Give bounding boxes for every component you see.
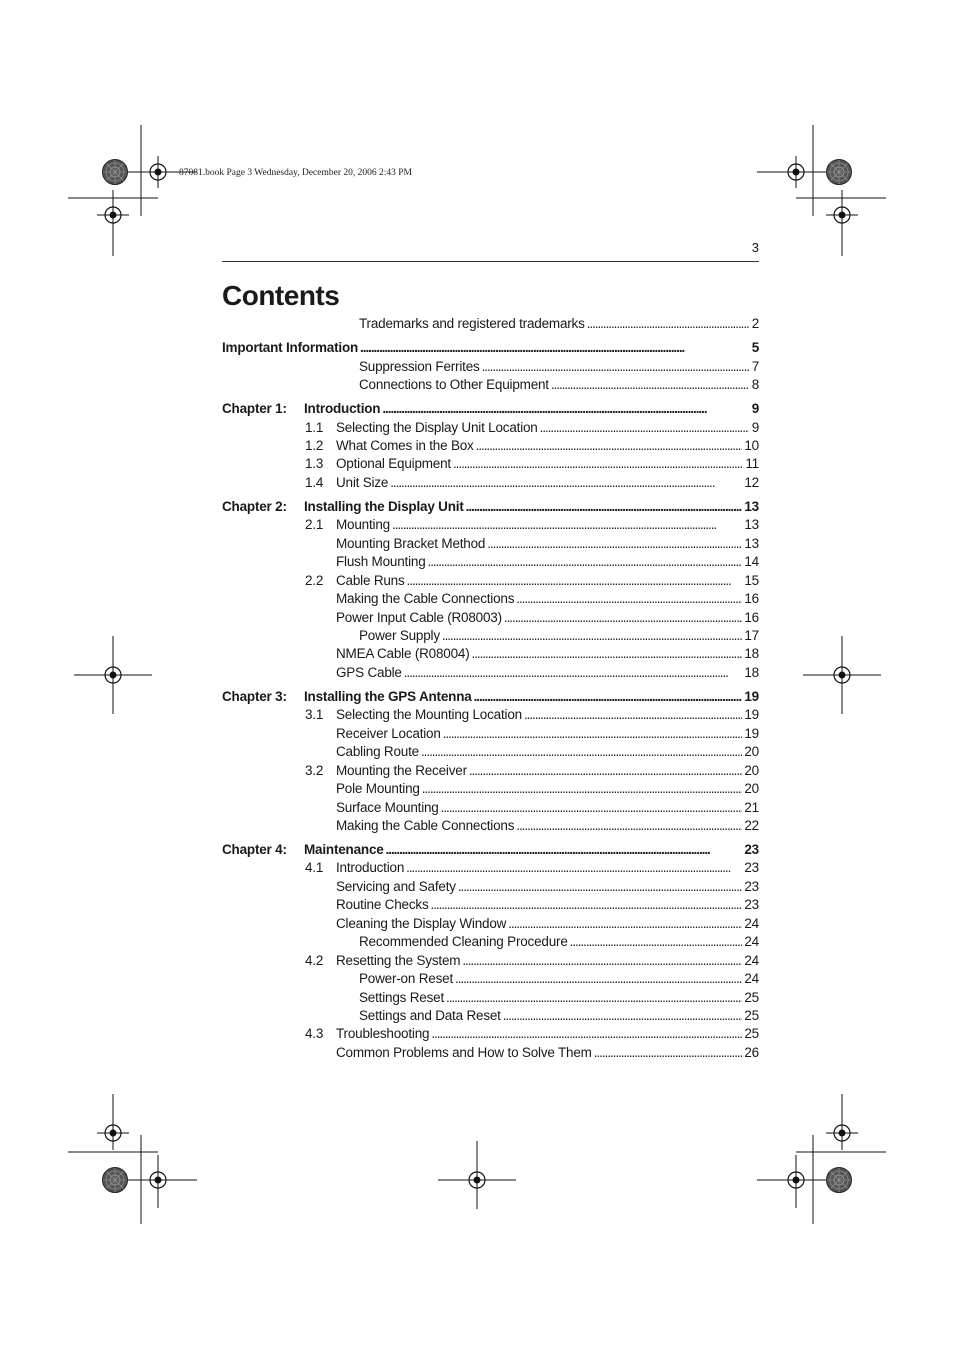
toc-chapter-entry[interactable]	[222, 841, 759, 859]
toc-entry-page: 22	[744, 818, 759, 833]
toc-entry-title: Common Problems and How to Solve Them	[336, 1045, 592, 1060]
toc-entry-title: Introduction	[336, 860, 405, 875]
toc-leader	[462, 952, 742, 970]
toc-leader	[386, 841, 743, 859]
toc-leader	[482, 358, 749, 376]
toc-entry-title: Mounting	[336, 517, 390, 532]
toc-section-entry[interactable]	[222, 339, 759, 357]
toc-entry-title: Mounting the Receiver	[336, 763, 467, 778]
toc-leader	[443, 725, 743, 743]
toc-entry-page: 24	[744, 916, 759, 931]
toc-entry-title: Power Supply	[359, 628, 440, 643]
toc-entry-page: 26	[744, 1045, 759, 1060]
toc-entry[interactable]	[305, 437, 759, 455]
toc-entry-page: 13	[744, 499, 759, 514]
toc-leader	[453, 455, 743, 473]
page-title: Contents	[222, 280, 340, 311]
toc-entry-title: Settings and Data Reset	[359, 1008, 501, 1023]
toc-entry[interactable]	[336, 590, 759, 608]
toc-section-number: 3.2	[305, 763, 324, 778]
toc-leader	[476, 437, 743, 455]
toc-leader	[446, 989, 742, 1007]
toc-entry[interactable]	[359, 315, 759, 333]
toc-section-number: 1.1	[305, 420, 324, 435]
toc-entry-page: 12	[744, 475, 759, 490]
toc-entry-title: Trademarks and registered trademarks	[359, 316, 585, 331]
toc-entry-page: 10	[744, 438, 759, 453]
toc-entry-page: 11	[745, 456, 759, 471]
toc-entry[interactable]	[336, 725, 759, 743]
toc-entry[interactable]	[305, 572, 759, 590]
toc-leader	[508, 915, 742, 933]
toc-leader	[431, 896, 743, 914]
toc-entry-title: Settings Reset	[359, 990, 444, 1005]
toc-entry-page: 5	[751, 340, 759, 355]
toc-leader	[587, 315, 749, 333]
toc-entry-page: 23	[744, 842, 759, 857]
toc-entry-page: 25	[744, 990, 759, 1005]
toc-leader	[504, 609, 742, 627]
toc-entry[interactable]	[305, 516, 759, 534]
toc-leader	[428, 553, 743, 571]
toc-entry-title: Suppression Ferrites	[359, 359, 480, 374]
toc-leader	[431, 1025, 742, 1043]
toc-leader	[458, 878, 743, 896]
toc-entry[interactable]	[305, 706, 759, 724]
toc-entry-title: Selecting the Mounting Location	[336, 707, 522, 722]
toc-entry-title: Pole Mounting	[336, 781, 420, 796]
toc-entry-title: Resetting the System	[336, 953, 461, 968]
toc-entry[interactable]	[305, 859, 759, 877]
toc-entry-title: Troubleshooting	[336, 1026, 430, 1041]
toc-leader	[503, 1007, 743, 1025]
toc-entry[interactable]	[336, 1044, 759, 1062]
toc-leader	[570, 933, 743, 951]
toc-chapter-label: Chapter 3:	[222, 689, 287, 704]
toc-entry-page: 14	[744, 554, 759, 569]
toc-entry[interactable]	[336, 799, 759, 817]
toc-entry-title: Receiver Location	[336, 726, 441, 741]
toc-entry[interactable]	[359, 627, 759, 645]
toc-entry-page: 13	[744, 517, 759, 532]
toc-entry-page: 8	[751, 377, 759, 392]
toc-entry-page: 18	[744, 665, 759, 680]
toc-leader	[487, 535, 742, 553]
toc-chapter-label: Chapter 2:	[222, 499, 287, 514]
toc-entry[interactable]	[359, 376, 759, 394]
toc-section-number: 4.3	[305, 1026, 324, 1041]
toc-entry-page: 20	[744, 744, 759, 759]
toc-leader	[472, 645, 743, 663]
toc-entry-title: What Comes in the Box	[336, 438, 474, 453]
toc-entry-page: 15	[744, 573, 759, 588]
toc-entry[interactable]	[336, 817, 759, 835]
toc-entry[interactable]	[359, 933, 759, 951]
toc-leader	[421, 743, 742, 761]
toc-entry-page: 9	[751, 420, 759, 435]
toc-leader	[422, 780, 743, 798]
toc-entry[interactable]	[336, 780, 759, 798]
toc-entry-title: Maintenance	[304, 842, 384, 857]
header-rule	[222, 261, 759, 262]
toc-section-number: 2.2	[305, 573, 324, 588]
print-job-header: 87081.book Page 3 Wednesday, December 20, 2006 2:43 PM	[179, 168, 413, 178]
toc-entry-title: Surface Mounting	[336, 800, 439, 815]
toc-entry[interactable]	[336, 743, 759, 761]
toc-entry[interactable]	[305, 455, 759, 473]
toc-entry-page: 16	[744, 591, 759, 606]
toc-section-number: 1.4	[305, 475, 324, 490]
toc-entry-page: 2	[751, 316, 759, 331]
toc-entry-title: Recommended Cleaning Procedure	[359, 934, 568, 949]
toc-section-number: 1.3	[305, 456, 324, 471]
toc-entry-page: 19	[744, 689, 759, 704]
toc-entry-page: 20	[744, 763, 759, 778]
toc-leader	[382, 400, 749, 418]
toc-entry-page: 20	[744, 781, 759, 796]
toc-entry-title: Cabling Route	[336, 744, 419, 759]
toc-leader	[392, 516, 742, 534]
toc-entry-title: Making the Cable Connections	[336, 591, 515, 606]
toc-entry-page: 25	[744, 1026, 759, 1041]
toc-section-number: 4.2	[305, 953, 324, 968]
toc-chapter-label: Chapter 1:	[222, 401, 287, 416]
toc-entry-title: Connections to Other Equipment	[359, 377, 549, 392]
toc-entry-page: 21	[744, 800, 759, 815]
toc-section-number: 1.2	[305, 438, 324, 453]
toc-entry-title: Servicing and Safety	[336, 879, 456, 894]
toc-entry-page: 18	[744, 646, 759, 661]
toc-entry-page: 24	[744, 953, 759, 968]
toc-leader	[540, 419, 749, 437]
toc-entry-page: 23	[744, 860, 759, 875]
toc-entry-page: 17	[744, 628, 759, 643]
toc-entry-page: 23	[744, 897, 759, 912]
toc-chapter-entry[interactable]	[222, 688, 759, 706]
toc-entry[interactable]	[305, 474, 759, 492]
toc-entry-title: Introduction	[304, 401, 381, 416]
toc-leader	[360, 339, 749, 357]
toc-entry[interactable]	[359, 989, 759, 1007]
toc-leader	[551, 376, 749, 394]
toc-entry-title: GPS Cable	[336, 665, 402, 680]
toc-section-number: 2.1	[305, 517, 324, 532]
toc-entry-page: 19	[744, 707, 759, 722]
toc-chapter-label: Chapter 4:	[222, 842, 287, 857]
toc-entry[interactable]	[336, 645, 759, 663]
toc-entry-page: 23	[744, 879, 759, 894]
toc-leader	[404, 664, 743, 682]
toc-entry-title: Installing the GPS Antenna	[304, 689, 472, 704]
toc-entry[interactable]	[336, 553, 759, 571]
toc-entry[interactable]	[305, 952, 759, 970]
toc-entry-page: 9	[751, 401, 759, 416]
toc-leader	[516, 817, 742, 835]
toc-chapter-entry[interactable]	[222, 498, 759, 516]
toc-entry-title: Making the Cable Connections	[336, 818, 515, 833]
toc-entry[interactable]	[359, 970, 759, 988]
toc-entry-title: NMEA Cable (R08004)	[336, 646, 470, 661]
toc-entry[interactable]	[336, 878, 759, 896]
toc-entry-page: 25	[744, 1008, 759, 1023]
toc-leader	[594, 1044, 743, 1062]
toc-leader	[474, 688, 743, 706]
page-number: 3	[751, 240, 759, 255]
toc-entry[interactable]	[336, 609, 759, 627]
toc-entry[interactable]	[336, 896, 759, 914]
toc-entry-page: 16	[744, 610, 759, 625]
toc-entry[interactable]	[336, 535, 759, 553]
toc-entry-title: Power Input Cable (R08003)	[336, 610, 502, 625]
toc-entry-title: Unit Size	[336, 475, 389, 490]
toc-entry[interactable]	[336, 664, 759, 682]
toc-entry-page: 24	[744, 971, 759, 986]
toc-entry-title: Mounting Bracket Method	[336, 536, 486, 551]
toc-leader	[406, 859, 742, 877]
toc-entry-title: Cable Runs	[336, 573, 405, 588]
toc-leader	[442, 627, 742, 645]
toc-entry-page: 24	[744, 934, 759, 949]
toc-entry[interactable]	[336, 915, 759, 933]
toc-entry[interactable]	[359, 1007, 759, 1025]
toc-entry[interactable]	[359, 358, 759, 376]
toc-entry-title: Important Information	[222, 340, 359, 355]
toc-chapter-entry[interactable]	[222, 400, 759, 418]
toc-leader	[390, 474, 742, 492]
toc-entry-title: Installing the Display Unit	[304, 499, 464, 514]
toc-entry-page: 13	[744, 536, 759, 551]
toc-leader	[516, 590, 742, 608]
toc-leader	[407, 572, 743, 590]
toc-entry-title: Power-on Reset	[359, 971, 453, 986]
toc-entry-page: 7	[751, 359, 759, 374]
toc-entry-title: Cleaning the Display Window	[336, 916, 507, 931]
toc-leader	[455, 970, 742, 988]
toc-entry-title: Optional Equipment	[336, 456, 451, 471]
toc-entry[interactable]	[305, 762, 759, 780]
toc-leader	[441, 799, 743, 817]
toc-entry-title: Flush Mounting	[336, 554, 426, 569]
toc-section-number: 4.1	[305, 860, 324, 875]
toc-entry-title: Routine Checks	[336, 897, 429, 912]
toc-entry-title: Selecting the Display Unit Location	[336, 420, 538, 435]
toc-section-number: 3.1	[305, 707, 324, 722]
toc-leader	[524, 706, 742, 724]
toc-leader	[466, 498, 743, 516]
toc-entry-page: 19	[744, 726, 759, 741]
toc-entry[interactable]	[305, 419, 759, 437]
toc-leader	[469, 762, 743, 780]
toc-entry[interactable]	[305, 1025, 759, 1043]
